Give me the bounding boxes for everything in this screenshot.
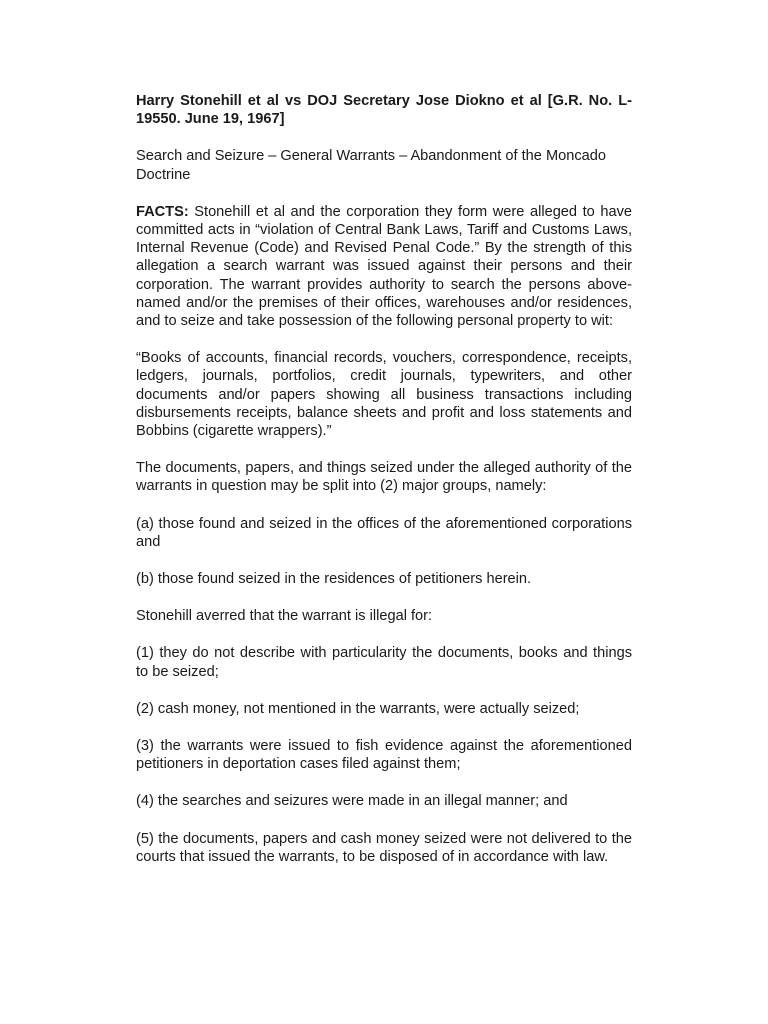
document-page: [136, 92, 632, 885]
reason-item: (3) the warrants were issued to fish evidence against the aforementioned petitioners in deportation cases filed against them;: [136, 738, 632, 773]
reason-item: (4) the searches and seizures were made in an illegal manner; and: [136, 793, 568, 810]
group-b: (b) those found seized in the residences of petitioners herein.: [136, 571, 532, 588]
facts-label: FACTS:: [136, 203, 189, 220]
reason-item: (1) they do not describe with particularity the documents, books and things to be seized;: [136, 645, 632, 680]
reason-item: (2) cash money, not mentioned in the warrants, were actually seized;: [136, 700, 580, 717]
case-subtitle: Search and Seizure – General Warrants – Abandonment of the Moncado Doctrine: [136, 148, 606, 183]
averred-statement: Stonehill averred that the warrant is illegal for:: [136, 608, 433, 625]
reason-item: (5) the documents, papers and cash money seized were not delivered to the courts that issued the warrants, to be disposed of in accordance with law.: [136, 830, 632, 865]
facts-text: Stonehill et al and the corporation they form were alleged to have committed acts in “violation of Central Bank Laws, Tariff and Customs Laws, Internal Revenue (Code) and Revised Penal Code.” By the strength of this allegation a search warrant was issued against their persons and their corporation. The warrant provides authority to search the persons above-named and/or the premises of their offices, warehouses and/or residences, and to seize and take possession of the following personal property to wit:: [136, 203, 632, 330]
warrant-quote: “Books of accounts, financial records, vouchers, correspondence, receipts, ledgers, journals, portfolios, credit journals, typewriters, and other documents and/or papers showing all business transactions including disbursements receipts, balance sheets and profit and loss statements and Bobbins (cigarette wrappers).”: [136, 350, 632, 440]
case-title: Harry Stonehill et al vs DOJ Secretary Jose Diokno et al [G.R. No. L-19550. June 19, 1967]: [136, 93, 632, 128]
groups-intro: The documents, papers, and things seized under the alleged authority of the warrants in question may be split into (2) major groups, namely:: [136, 460, 632, 495]
facts-paragraph: [136, 203, 632, 330]
group-a: (a) those found and seized in the offices of the aforementioned corporations and: [136, 515, 632, 550]
